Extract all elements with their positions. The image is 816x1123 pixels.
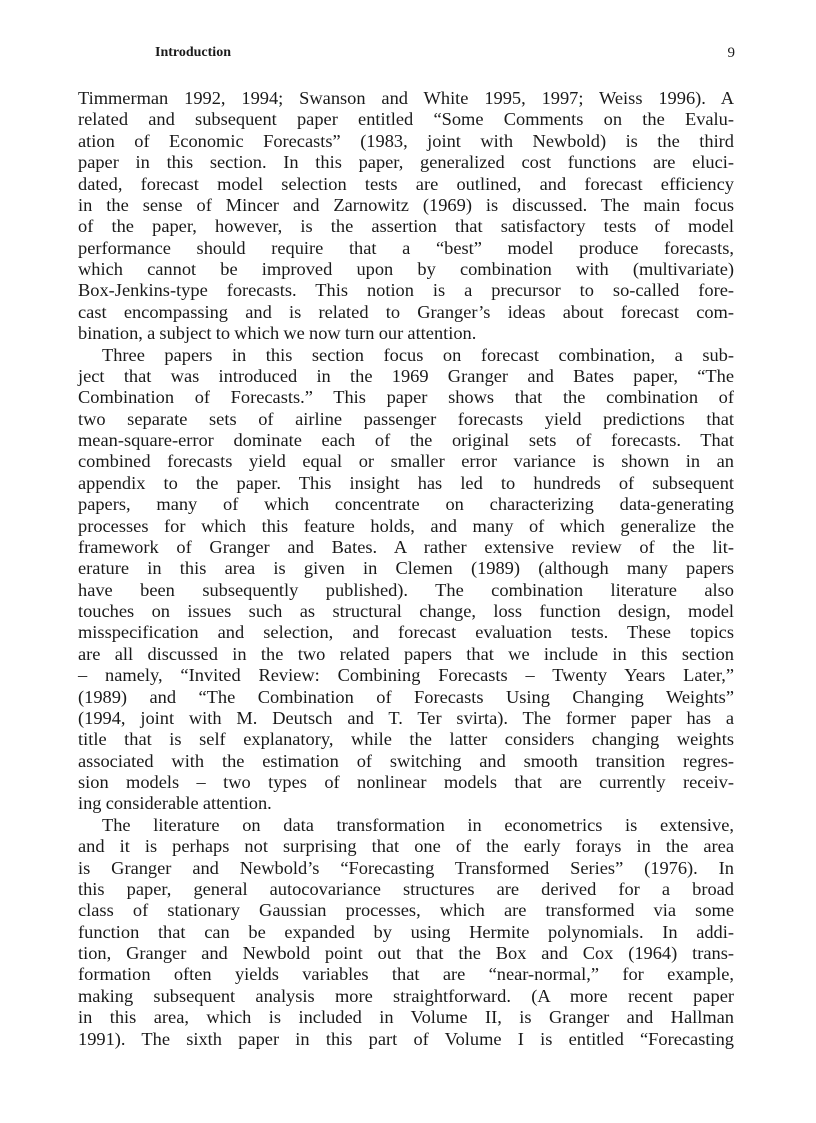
- text-line: mean-square-error dominate each of the original sets of forecasts. That: [78, 430, 734, 450]
- text-line: appendix to the paper. This insight has led to hundreds of subsequent: [78, 472, 734, 493]
- text-line: formation often yields variables that are “near-normal,” for example,: [78, 964, 734, 985]
- running-head-title: Introduction: [155, 45, 231, 60]
- text-line: of the paper, however, is the assertion that satisfactory tests of model: [78, 216, 734, 237]
- text-line: framework of Granger and Bates. A rather extensive review of the lit-: [78, 536, 734, 557]
- text-line: Combination of Forecasts.” This paper shows that the combination of: [78, 387, 734, 408]
- text-line: Timmerman 1992, 1994; Swanson and White 1995, 1997; Weiss 1996). A: [78, 88, 734, 108]
- text-line: Box-Jenkins-type forecasts. This notion is a precursor to so-called fore-: [78, 280, 734, 301]
- text-line: ing considerable attention.: [78, 793, 272, 814]
- paragraph: [78, 815, 734, 1050]
- text-line: The literature on data transformation in econometrics is extensive,: [102, 814, 734, 835]
- page-number: 9: [727, 45, 735, 61]
- text-line: combined forecasts yield equal or smaller error variance is shown in an: [78, 451, 734, 472]
- text-line: have been subsequently published). The combination literature also: [78, 579, 734, 600]
- text-line: this paper, general autocovariance structures are derived for a broad: [78, 878, 734, 899]
- text-line: processes for which this feature holds, and many of which generalize the: [78, 515, 734, 536]
- text-line: papers, many of which concentrate on characterizing data-generating: [78, 494, 734, 515]
- body-text: [78, 88, 734, 1050]
- text-line: performance should require that a “best” model produce forecasts,: [78, 237, 734, 258]
- text-line: which cannot be improved upon by combination with (multivariate): [78, 259, 734, 279]
- text-line: related and subsequent paper entitled “Some Comments on the Evalu-: [78, 109, 734, 130]
- text-line: are all discussed in the two related papers that we include in this section: [78, 643, 734, 664]
- text-line: ject that was introduced in the 1969 Granger and Bates paper, “The: [78, 365, 734, 386]
- text-line: associated with the estimation of switching and smooth transition regres-: [78, 750, 734, 771]
- text-line: sion models – two types of nonlinear models that are currently receiv-: [78, 772, 734, 792]
- text-line: in the sense of Mincer and Zarnowitz (1969) is discussed. The main focus: [78, 194, 734, 215]
- text-line: making subsequent analysis more straightforward. (A more recent paper: [78, 985, 734, 1006]
- text-line: touches on issues such as structural change, loss function design, model: [78, 601, 734, 621]
- text-line: class of stationary Gaussian processes, which are transformed via some: [78, 900, 734, 921]
- text-line: is Granger and Newbold’s “Forecasting Transformed Series” (1976). In: [78, 857, 734, 878]
- text-line: bination, a subject to which we now turn our attention.: [78, 323, 477, 344]
- text-line: title that is self explanatory, while the latter considers changing weights: [78, 729, 734, 750]
- text-line: paper in this section. In this paper, generalized cost functions are eluci-: [78, 152, 734, 173]
- text-line: function that can be expanded by using Hermite polynomials. In addi-: [78, 921, 734, 942]
- text-line: tion, Granger and Newbold point out that the Box and Cox (1964) trans-: [78, 943, 734, 963]
- text-line: and it is perhaps not surprising that one of the early forays in the area: [78, 836, 734, 857]
- text-line: misspecification and selection, and forecast evaluation tests. These topics: [78, 622, 734, 643]
- text-line: – namely, “Invited Review: Combining Forecasts – Twenty Years Later,”: [78, 665, 734, 686]
- text-line: erature in this area is given in Clemen (1989) (although many papers: [78, 558, 734, 579]
- text-line: Three papers in this section focus on forecast combination, a sub-: [102, 344, 734, 365]
- text-line: two separate sets of airline passenger forecasts yield predictions that: [78, 408, 734, 429]
- text-line: in this area, which is included in Volume II, is Granger and Hallman: [78, 1007, 734, 1028]
- text-line: (1989) and “The Combination of Forecasts Using Changing Weights”: [78, 686, 734, 707]
- running-head: [155, 43, 735, 63]
- text-line: dated, forecast model selection tests are outlined, and forecast efficiency: [78, 173, 734, 194]
- text-line: cast encompassing and is related to Granger’s ideas about forecast com-: [78, 301, 734, 322]
- text-line: 1991). The sixth paper in this part of Volume I is entitled “Forecasting: [78, 1028, 734, 1049]
- paragraph: [78, 345, 734, 815]
- paragraph: [78, 88, 734, 345]
- text-line: (1994, joint with M. Deutsch and T. Ter svirta). The former paper has a: [78, 707, 734, 728]
- text-line: ation of Economic Forecasts” (1983, joint with Newbold) is the third: [78, 130, 734, 151]
